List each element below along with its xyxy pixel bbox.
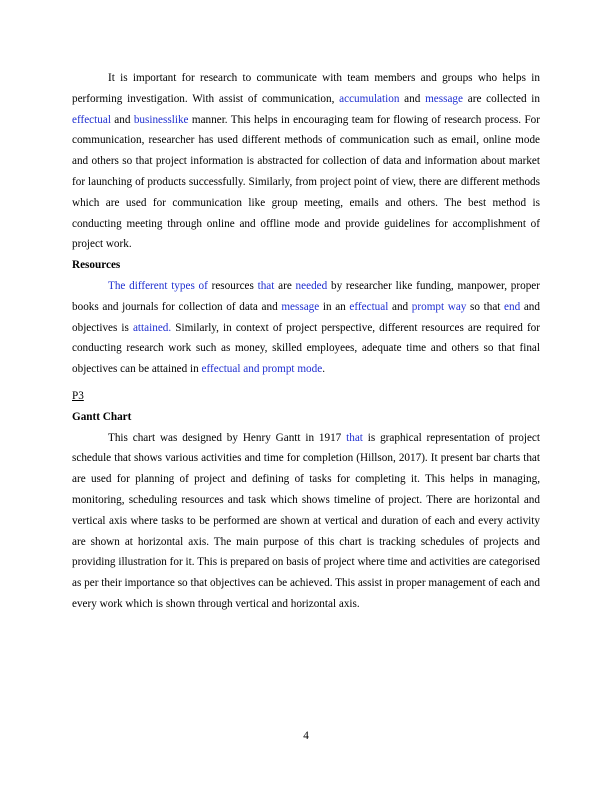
highlighted-text: The different types of [108,279,208,292]
highlighted-text: effectual [349,300,389,313]
page-number: 4 [303,730,309,742]
text-run: Similarly, in context of project perspective, different resources are required for conducting research work such as money, skilled employees, adequate time and others so that final objectives can be attained in [72,321,540,376]
highlighted-text: effectual and prompt mode [201,363,323,376]
gantt-chart-heading: Gantt Chart [72,410,132,423]
highlighted-text: accumulation [339,92,400,105]
text-run: by researcher like funding, manpower, proper books and journals for collection of data and [72,279,540,313]
text-run: This chart was designed by Henry Gantt in 1917 [108,431,347,444]
highlighted-text: that [257,279,275,292]
text-run: in an [319,300,350,313]
highlighted-text: businesslike [133,113,189,126]
resources-heading: Resources [72,259,121,272]
highlighted-text: message [281,300,320,313]
highlighted-text: prompt way [411,300,467,313]
text-run: is graphical representation of project schedule that shows various activities and time for completion (Hillson, 2017). It present bar charts that are used for planning of project and defining of tasks for completing it. This helps in managing, monitoring, scheduling resources and task which shows timeline of project. There are horizontal and vertical axis where tasks to be performed are shown at vertical and duration of each and every activity are shown at horizontal axis. The main purpose of this chart is tracking schedules of projects and providing illustration for it. This is prepared on basis of project where time and activities are categorised as per their importance so that objectives can be achieved. This assist in proper management of each and every work which is shown through vertical and horizontal axis. [72,431,540,610]
highlighted-text: end [504,300,521,313]
highlighted-text: attained. [132,321,172,334]
text-run: are [274,279,296,292]
highlighted-text: effectual [72,113,111,126]
p3-label: P3 [72,389,84,402]
text-run: and objectives is [72,300,540,334]
text-run: and [110,113,134,126]
document-page [72,68,540,615]
text-run: manner. This helps in encouraging team for flowing of research process. For communication, researcher has used different methods of communication such as email, online mode and others so that project information is abstracted for collection of data and information about market for launching of products successfully. Similarly, from project point of view, there are different methods which are used for communication like group meeting, emails and others. The best method is conducting meeting through online and offline mode and provide guidelines for accomplishment of project work. [72,113,540,251]
text-run: are collected in [463,92,541,105]
highlighted-text: that [346,431,363,444]
gantt-chart-paragraph [72,428,540,615]
text-run: resources [207,279,258,292]
text-run: . [322,363,325,376]
text-run: It is important for research to communicate with team members and groups who helps in performing investigation. With assist of communication, [72,72,540,105]
communication-paragraph [72,68,540,255]
highlighted-text: message [425,92,463,105]
text-run: so that [466,300,505,313]
text-run: and [399,92,426,105]
text-run: and [388,300,412,313]
resources-paragraph [72,276,540,380]
highlighted-text: needed [295,279,328,292]
